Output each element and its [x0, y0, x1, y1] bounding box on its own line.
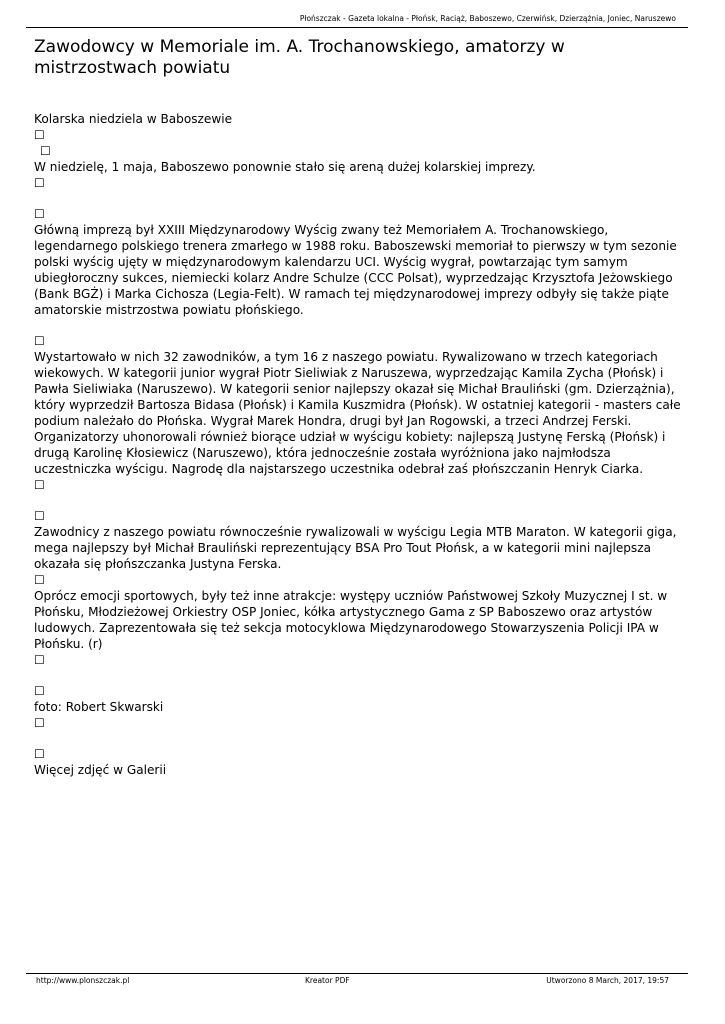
placeholder-image-icon: ☐	[34, 176, 45, 190]
paragraph-intro: W niedzielę, 1 maja, Baboszewo ponownie stało się areną dużej kolarskiej imprezy.	[34, 160, 536, 174]
header-divider	[26, 27, 688, 28]
footer-url[interactable]: http://www.plonszczak.pl	[36, 976, 130, 985]
photo-credit: foto: Robert Skwarski	[34, 700, 164, 714]
paragraph-attractions: Oprócz emocji sportowych, były też inne atrakcje: występy uczniów Państwowej Szkoły Muzycznej I st. w Płońsku, Młodzieżowej Orkiestry OSP Joniec, kółka artystycznego Gama z SP Baboszewo oraz artystów ludowych. Zaprezentowała się też sekcja motocyklowa Międzynarodowego Stowarzyszenia Policji IPA w Płońsku. (r)	[34, 589, 668, 651]
placeholder-image-icon: ☐	[34, 207, 45, 221]
article-subtitle: Kolarska niedziela w Baboszewie	[34, 112, 233, 126]
placeholder-image-icon: ☐	[34, 478, 45, 492]
placeholder-image-icon: ☐	[40, 144, 51, 158]
placeholder-image-icon: ☐	[34, 747, 45, 761]
footer-divider	[26, 973, 688, 974]
footer-generator: Kreator PDF	[305, 976, 350, 985]
paragraph-championship: Wystartowało w nich 32 zawodników, a tym 16 z naszego powiatu. Rywalizowano w trzech kategoriach wiekowych. W kategorii junior wygrał Piotr Sieliwiak z Naruszewa, wyprzedzając Kamila Zycha (Płońsk) i Pawła Sieliwiaka (Naruszewo). W kategorii senior najlepszy okazał się Michał Brauliński (gm. Dzierzążnia), który wyprzedził Bartosza Bidasa (Płońsk) i Kamila Kuszmidra (Płońsk). W ostatniej kategorii - masters całe podium należało do Płońska. Wygrał Marek Hondra, drugi był Jan Rogowski, a trzeci Andrzej Ferski. Organizatorzy uhonorowali również biorące udział w wyścigu kobiety: najlepszą Justynę Ferską (Płońsk) i drugą Karolinę Kłosiewicz (Naruszewo), która jednocześnie została wyróżniona jako najmłodsza uczestniczka wyścigu. Nagrodę dla najstarszego uczestnika odebrał zaś płońszczanin Henryk Ciarka.	[34, 350, 681, 476]
placeholder-image-icon: ☐	[34, 334, 45, 348]
placeholder-image-icon: ☐	[34, 509, 45, 523]
site-header-text: Płońszczak - Gazeta lokalna - Płońsk, Raciąż, Baboszewo, Czerwińsk, Dzierzążnia, Joniec, Naruszewo	[299, 14, 676, 23]
placeholder-image-icon: ☐	[34, 716, 45, 730]
placeholder-image-icon: ☐	[34, 684, 45, 698]
footer-created-date: Utworzono 8 March, 2017, 19:57	[546, 976, 669, 985]
placeholder-image-icon: ☐	[34, 573, 45, 587]
article-title: Zawodowcy w Memoriale im. A. Trochanowskiego, amatorzy w mistrzostwach powiatu	[34, 37, 565, 78]
paragraph-memorial: Główną imprezą był XXIII Międzynarodowy Wyścig zwany też Memoriałem A. Trochanowskiego, legendarnego polskiego trenera zmarłego w 1988 roku. Baboszewski memoriał to pierwszy w tym sezonie polski wyścig ujęty w międzynarodowym kalendarzu UCI. Wyścig wygrał, powtarzając tym samym ubiegłoroczny sukces, niemiecki kolarz Andre Schulze (CCC Polsat), wyprzedzając Krzysztofa Jeżowskiego (Bank BGŻ) i Marka Cichosza (Legia-Felt). W ramach tej międzynarodowej imprezy odbyły się także piąte amatorskie mistrzostwa powiatu płońskiego.	[34, 223, 677, 317]
gallery-link[interactable]: Więcej zdjęć w Galerii	[34, 763, 167, 777]
article-body	[34, 111, 686, 778]
paragraph-mtb: Zawodnicy z naszego powiatu równocześnie rywalizowali w wyścigu Legia MTB Maraton. W kategorii giga, mega najlepszy był Michał Brauliński reprezentujący BSA Pro Tout Płońsk, a w kategorii mini najlepsza okazała się płońszczanka Justyna Ferska.	[34, 525, 677, 571]
placeholder-image-icon: ☐	[34, 653, 45, 667]
placeholder-image-icon: ☐	[34, 128, 45, 142]
